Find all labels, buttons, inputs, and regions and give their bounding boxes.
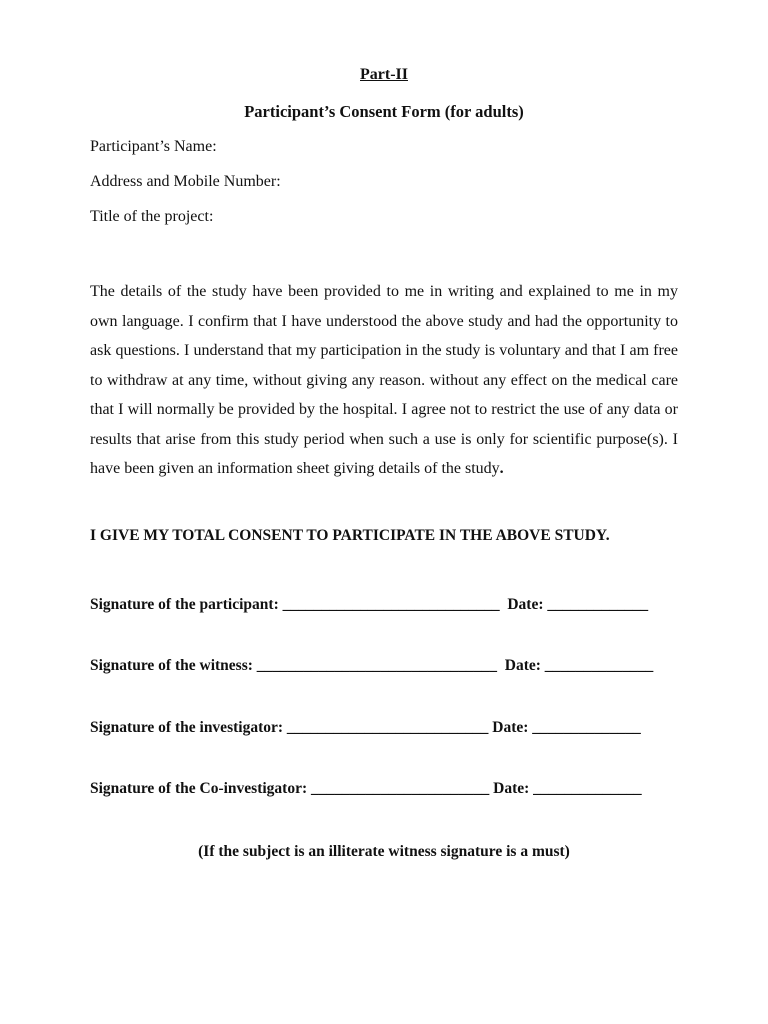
- total-consent-heading: I GIVE MY TOTAL CONSENT TO PARTICIPATE IN THE ABOVE STUDY.: [90, 527, 610, 544]
- consent-statement-text: The details of the study have been provided to me in writing and explained to me in my own language. I confirm that I have understood the above study and had the opportunity to ask questions. I understand that my participation in the study is voluntary and that I am free to withdraw at any time, without giving any reason. without any effect on the medical care that I will normally be provided by the hospital. I agree not to restrict the use of any data or results that arise from this study period when such a use is only for scientific purpose(s). I have been given an information sheet giving details of the study: [90, 283, 678, 477]
- consent-statement-end: .: [499, 460, 504, 477]
- illiterate-witness-note: (If the subject is an illiterate witness signature is a must): [198, 843, 570, 860]
- consent-statement: [90, 277, 678, 484]
- co-investigator-signature-line: Signature of the Co-investigator: _______________________ Date: ______________: [90, 780, 642, 797]
- address-mobile-label: Address and Mobile Number:: [90, 173, 281, 190]
- participant-signature-line: Signature of the participant: ____________________________ Date: _____________: [90, 596, 649, 613]
- witness-signature-line: Signature of the witness: _______________________________ Date: ______________: [90, 657, 654, 674]
- participant-name-label: Participant’s Name:: [90, 138, 217, 155]
- form-title: Participant’s Consent Form (for adults): [244, 102, 524, 121]
- investigator-signature-line: Signature of the investigator: __________________________ Date: ______________: [90, 719, 641, 736]
- part-heading: Part-II: [360, 66, 408, 83]
- project-title-label: Title of the project:: [90, 208, 214, 225]
